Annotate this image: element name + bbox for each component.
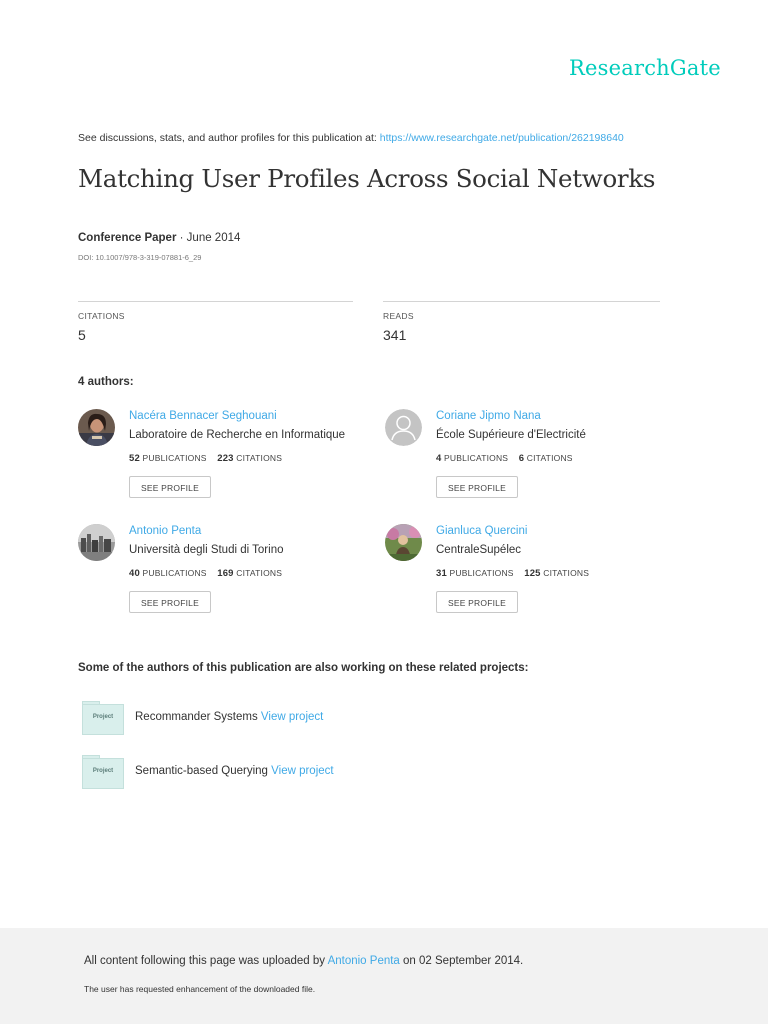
- related-projects-heading: Some of the authors of this publication are also working on these related projects:: [78, 662, 529, 674]
- author-citations-count: 6: [518, 453, 525, 464]
- author-avatar[interactable]: [385, 524, 422, 561]
- project-folder-icon: [82, 755, 124, 789]
- citations-count: 5: [78, 327, 86, 343]
- upload-info: [84, 955, 523, 967]
- enhancement-note: The user has requested enhancement of the downloaded file.: [84, 984, 316, 994]
- authors-heading: 4 authors:: [78, 376, 134, 388]
- type-separator: ·: [176, 232, 187, 244]
- footer-panel: [0, 928, 768, 1024]
- author-institution: Università degli Studi di Torino: [129, 544, 284, 556]
- publication-doi: DOI: 10.1007/978-3-319-07881-6_29: [78, 253, 202, 262]
- view-project-link[interactable]: View project: [271, 765, 334, 777]
- publications-label: PUBLICATIONS: [142, 568, 207, 578]
- divider-citations: [78, 301, 353, 302]
- see-profile-button[interactable]: SEE PROFILE: [436, 591, 518, 613]
- uploader-link[interactable]: Antonio Penta: [327, 955, 400, 967]
- publications-label: PUBLICATIONS: [444, 453, 509, 463]
- portrait-photo-icon: [78, 409, 115, 446]
- outdoor-photo-icon: [385, 524, 422, 561]
- author-avatar[interactable]: [385, 409, 422, 446]
- author-stats: [436, 453, 573, 464]
- author-institution: École Supérieure d'Electricité: [436, 429, 586, 441]
- author-card: [78, 409, 378, 519]
- see-profile-button[interactable]: SEE PROFILE: [436, 476, 518, 498]
- author-institution: Laboratoire de Recherche en Informatique: [129, 429, 346, 441]
- city-photo-icon: [78, 524, 115, 561]
- publication-link-line: [78, 132, 624, 144]
- publication-type-line: [78, 232, 240, 244]
- default-user-icon: [385, 409, 422, 446]
- author-publications-count: 52: [129, 453, 140, 464]
- see-profile-button[interactable]: SEE PROFILE: [129, 591, 211, 613]
- author-citations-count: 169: [217, 568, 234, 579]
- author-name-link[interactable]: Nacéra Bennacer Seghouani: [129, 410, 277, 422]
- divider-reads: [383, 301, 660, 302]
- publication-type: Conference Paper: [78, 232, 177, 244]
- author-card: [385, 409, 685, 519]
- project-name: Semantic-based Querying: [135, 765, 268, 777]
- view-project-link[interactable]: View project: [260, 711, 324, 723]
- see-discussions-text: See discussions, stats, and author profiles for this publication at:: [78, 132, 380, 144]
- project-name: Recommander Systems: [135, 711, 258, 723]
- citations-label: CITATIONS: [543, 568, 590, 578]
- publications-label: PUBLICATIONS: [449, 568, 514, 578]
- see-profile-button[interactable]: SEE PROFILE: [129, 476, 211, 498]
- author-stats: [129, 453, 282, 464]
- author-citations-count: 125: [524, 568, 541, 579]
- project-folder-icon: [82, 701, 124, 735]
- publications-label: PUBLICATIONS: [142, 453, 207, 463]
- citations-label: CITATIONS: [236, 568, 283, 578]
- author-publications-count: 31: [436, 568, 447, 579]
- author-name-link[interactable]: Gianluca Quercini: [436, 525, 528, 537]
- project-text: [135, 765, 334, 777]
- project-icon-label: Project: [92, 714, 114, 720]
- author-name-link[interactable]: Antonio Penta: [129, 525, 202, 537]
- citations-label: CITATIONS: [526, 453, 573, 463]
- author-publications-count: 4: [436, 453, 442, 464]
- author-publications-count: 40: [129, 568, 140, 579]
- reads-label: READS: [383, 311, 414, 321]
- author-card: [78, 524, 378, 634]
- author-avatar[interactable]: [78, 524, 115, 561]
- publication-url-link[interactable]: https://www.researchgate.net/publication/262198640: [379, 132, 624, 144]
- citations-label: CITATIONS: [78, 311, 125, 321]
- researchgate-logo[interactable]: ResearchGate: [569, 56, 721, 80]
- publication-date: June 2014: [186, 232, 241, 244]
- author-avatar[interactable]: [78, 409, 115, 446]
- author-stats: [436, 568, 589, 579]
- citations-label: CITATIONS: [236, 453, 283, 463]
- author-card: [385, 524, 685, 634]
- author-citations-count: 223: [217, 453, 234, 464]
- upload-suffix: on 02 September 2014.: [399, 955, 524, 967]
- project-icon-label: Project: [92, 768, 114, 774]
- author-institution: CentraleSupélec: [436, 544, 522, 556]
- publication-title: Matching User Profiles Across Social Networks: [78, 164, 656, 193]
- upload-prefix: All content following this page was uploaded by: [84, 955, 328, 967]
- reads-count: 341: [383, 327, 407, 343]
- project-text: [135, 711, 323, 723]
- author-name-link[interactable]: Coriane Jipmo Nana: [436, 410, 541, 422]
- author-stats: [129, 568, 282, 579]
